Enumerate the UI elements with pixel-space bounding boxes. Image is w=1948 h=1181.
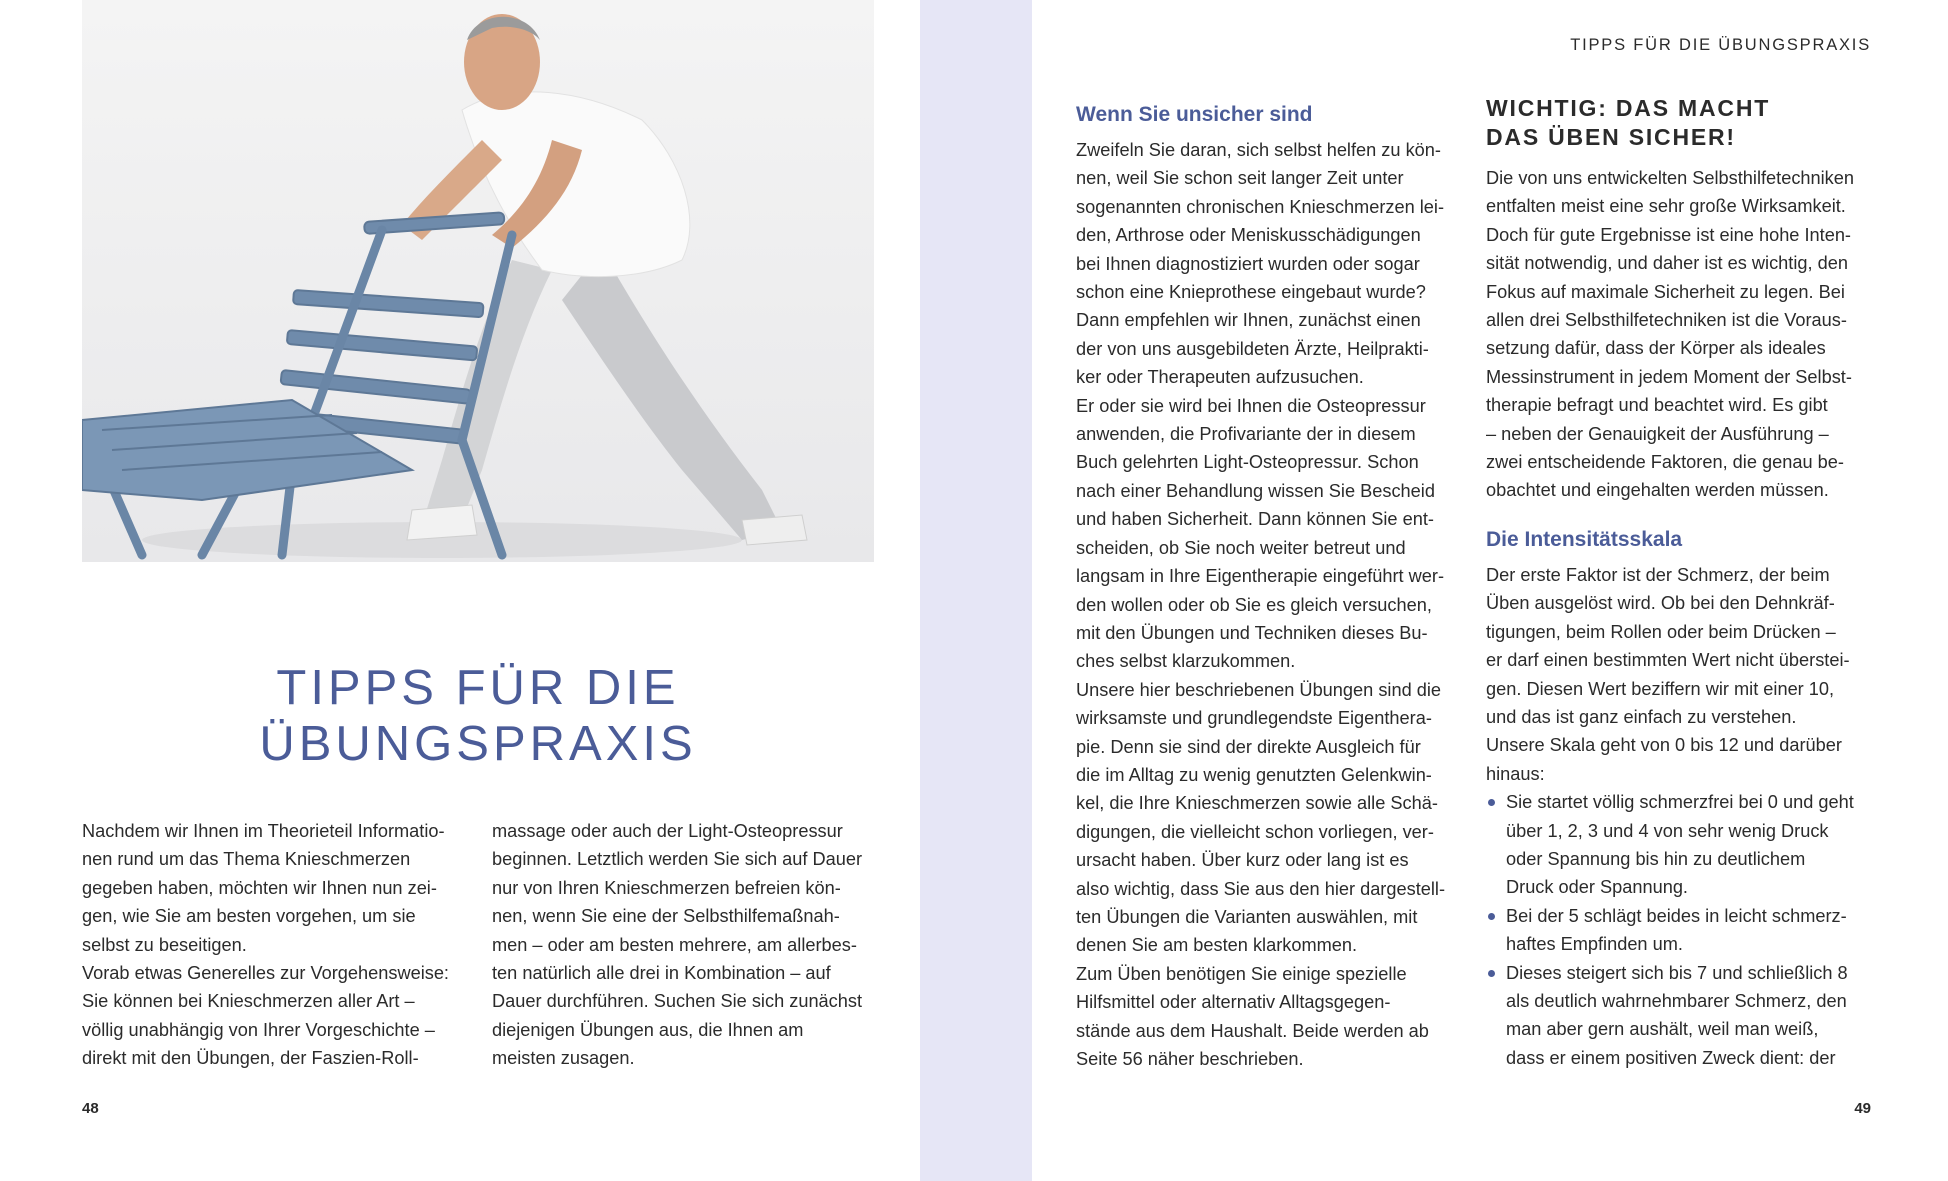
paragraph: Der erste Faktor ist der Schmerz, der beim Üben ausgelöst wird. Ob bei den Dehnkräf- tigungen, beim Rollen oder beim Drücken – er darf einen bestimmten Wert nicht überstei- gen. Diesen Wert beziffern wir mit einer 10, und das ist ganz einfach zu verstehen. — [1486, 564, 1850, 727]
info-box-heading — [1486, 94, 1872, 152]
list-item: Sie startet völlig schmerzfrei bei 0 und geht über 1, 2, 3 und 4 von sehr wenig Druck oder Spannung bis hin zu deutlichem Druck oder Spannung. — [1486, 788, 1872, 902]
paragraph: Zum Üben benötigen Sie einige spezielle Hilfsmittel oder alternativ Alltagsgegen- stände aus dem Haushalt. Beide werden ab Seite 56 näher beschrieben. — [1076, 963, 1429, 1069]
paragraph: Er oder sie wird bei Ihnen die Osteopressur anwenden, die Profivariante der in diesem Buch gelehrten Light-Osteopressur. Schon nach einer Behandlung wissen Sie Bescheid und haben Sicherheit. Dann können Sie ent- scheiden, ob Sie noch weiter betreut und langsam in Ihre Eigentherapie eingeführt wer- den wollen oder ob Sie es gleich versuchen, mit den Übungen und Techniken dieses Bu- ches selbst klarzukommen. — [1076, 395, 1445, 672]
paragraph: Nachdem wir Ihnen im Theorieteil Informatio- nen rund um das Thema Knieschmerzen gegeben haben, möchten wir Ihnen nun zei- gen, wie Sie am besten vorgehen, um sie selbst zu beseitigen. — [82, 821, 445, 955]
page-number-right: 49 — [1854, 1100, 1871, 1117]
paragraph: Die von uns entwickelten Selbsthilfetechniken entfalten meist eine sehr große Wirksamkeit. Doch für gute Ergebnisse ist eine hohe Inten- sität notwendig, und daher ist es wichtig, den Fokus auf maximale Sicherheit zu legen. Bei allen drei Selbsthilfetechniken ist die Voraus- setzung dafür, dass der Körper als ideales Messinstrument in jedem Moment der Selbst- therapie befragt und beachtet wird. Es gibt – neben der Genauigkeit der Ausführung – zwei entscheidende Faktoren, die genau be- obachtet und eingehalten werden müssen. — [1486, 168, 1855, 501]
section-subhead: Die Intensitätsskala — [1486, 527, 1683, 551]
paragraph: massage oder auch der Light-Osteopressur beginnen. Letztlich werden Sie sich auf Dauer nur von Ihren Knieschmerzen befreien kön- nen, wenn Sie eine der Selbsthilfemaßnah- men – oder am besten mehrere, am allerbes- ten natürlich alle drei in Kombination – auf Dauer durchführen. Suchen Sie sich zunächst diejenigen Übungen aus, die Ihnen am meisten zusagen. — [492, 821, 863, 1069]
running-head: TIPPS FÜR DIE ÜBUNGSPRAXIS — [1570, 36, 1871, 54]
right-column-2 — [1486, 94, 1872, 1072]
exercise-photo-illustration — [82, 0, 874, 562]
bullet-list — [1486, 788, 1872, 1072]
section-subhead: Wenn Sie unsicher sind — [1076, 103, 1313, 126]
left-page — [0, 0, 920, 1181]
chapter-title: TIPPS FÜR DIE ÜBUNGSPRAXIS — [259, 661, 697, 771]
left-column-2 — [492, 817, 884, 1073]
list-item: Bei der 5 schlägt beides in leicht schmerz- haftes Empfinden um. — [1486, 902, 1872, 959]
info-box-heading-line1: WICHTIG: DAS MACHT — [1486, 95, 1771, 121]
paragraph: Zweifeln Sie daran, sich selbst helfen zu kön- nen, weil Sie schon seit langer Zeit unter sogenannten chronischen Knieschmerzen lei- den, Arthrose oder Meniskusschädigungen bei Ihnen diagnostiziert wurden oder sogar schon eine Knieprothese eingebaut wurde? Dann empfehlen wir Ihnen, zunächst einen der von uns ausgebildeten Ärzte, Heilprakti- ker oder Therapeuten aufzusuchen. — [1076, 140, 1445, 388]
info-box-heading-line2: DAS ÜBEN SICHER! — [1486, 124, 1736, 150]
paragraph: Vorab etwas Generelles zur Vorgehensweise: Sie können bei Knieschmerzen aller Art – völlig unabhängig von Ihrer Vorgeschichte – direkt mit den Übungen, der Faszien-Roll- — [82, 963, 449, 1069]
list-item: Dieses steigert sich bis 7 und schließlich 8 als deutlich wahrnehmbarer Schmerz, den man aber gern aushält, weil man weiß, dass er einem positiven Zweck dient: der — [1486, 959, 1872, 1073]
exercise-photo — [82, 0, 874, 562]
paragraph: Unsere hier beschriebenen Übungen sind die wirksamste und grundlegendste Eigenthera- pie. Denn sie sind der direkte Ausgleich für die im Alltag zu wenig genutzten Gelenkwin- kel, die Ihre Knieschmerzen sowie alle Schä- digungen, die vielleicht schon vorliegen, ver- ursacht haben. Über kurz oder lang ist es also wichtig, dass Sie aus den hier dargestell- ten Übungen die Varianten auswählen, mit denen Sie am besten klarkommen. — [1076, 679, 1445, 956]
left-column-1 — [82, 817, 472, 1073]
paragraph: Unsere Skala geht von 0 bis 12 und darüber hinaus: — [1486, 735, 1842, 784]
page-number-left: 48 — [82, 1100, 99, 1117]
page-gutter — [920, 0, 1032, 1181]
right-column-1 — [1076, 100, 1466, 1073]
